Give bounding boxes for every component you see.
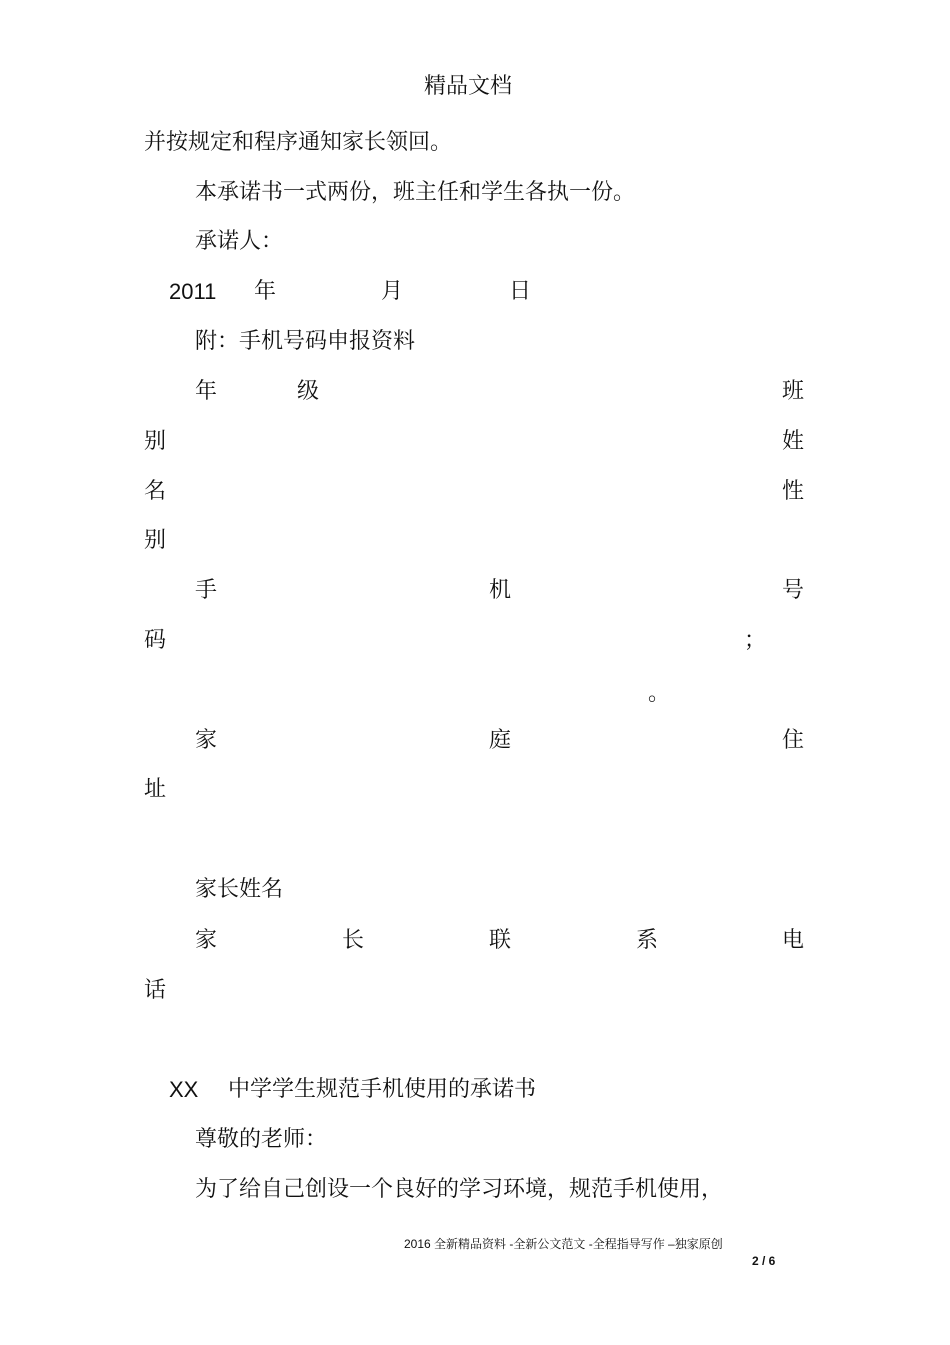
section-title: 中学学生规范手机使用的承诺书 — [228, 1077, 537, 1102]
form-address-char-2: 庭 — [489, 728, 512, 753]
form-phone-char-1: 手 — [195, 578, 218, 603]
paragraph-4: 为了给自己创设一个良好的学习环境，规范手机使用， — [195, 1177, 724, 1202]
form-contact-char-3: 联 — [489, 928, 512, 953]
form-class-char-1: 班 — [782, 379, 805, 404]
form-grade-char-1: 年 — [195, 379, 218, 404]
form-parent-name: 家长姓名 — [195, 877, 284, 902]
paragraph-2: 本承诺书一式两份，班主任和学生各执一份。 — [195, 180, 636, 205]
form-address-char-3: 住 — [782, 728, 805, 753]
form-period: 。 — [648, 681, 671, 706]
form-grade-char-2: 级 — [297, 379, 320, 404]
form-contact-char-2: 长 — [342, 928, 365, 953]
form-contact-char-1: 家 — [195, 928, 218, 953]
form-phone-char-4: 码 — [144, 628, 167, 653]
date-year-char: 年 — [254, 279, 277, 304]
form-address-char-4: 址 — [144, 777, 167, 802]
footer-text: 2016 全新精品资料 -全新公文范文 -全程指导写作 –独家原创 — [404, 1237, 723, 1251]
form-semicolon: ； — [744, 628, 767, 653]
form-gender-char-1: 性 — [782, 479, 805, 504]
form-contact-char-6: 话 — [144, 978, 167, 1003]
form-phone-char-2: 机 — [489, 578, 512, 603]
salutation: 尊敬的老师： — [195, 1127, 328, 1152]
form-class-char-2: 别 — [144, 429, 167, 454]
form-contact-char-4: 系 — [636, 928, 659, 953]
date-day-char: 日 — [509, 279, 532, 304]
paragraph-1: 并按规定和程序通知家长领回。 — [144, 130, 453, 155]
form-name-char-1: 姓 — [782, 429, 805, 454]
section-title-prefix: XX — [169, 1077, 199, 1102]
date-year: 2011 — [169, 279, 217, 304]
page-header-title: 精品文档 — [424, 74, 513, 99]
form-phone-char-3: 号 — [782, 578, 805, 603]
appendix-title: 附：手机号码申报资料 — [195, 329, 416, 354]
form-address-char-1: 家 — [195, 728, 218, 753]
promisor-label: 承诺人： — [195, 229, 284, 254]
form-contact-char-5: 电 — [782, 928, 805, 953]
form-name-char-2: 名 — [144, 479, 167, 504]
page-number: 2 / 6 — [752, 1254, 776, 1268]
form-gender-char-2: 别 — [144, 528, 167, 553]
date-month-char: 月 — [381, 279, 404, 304]
